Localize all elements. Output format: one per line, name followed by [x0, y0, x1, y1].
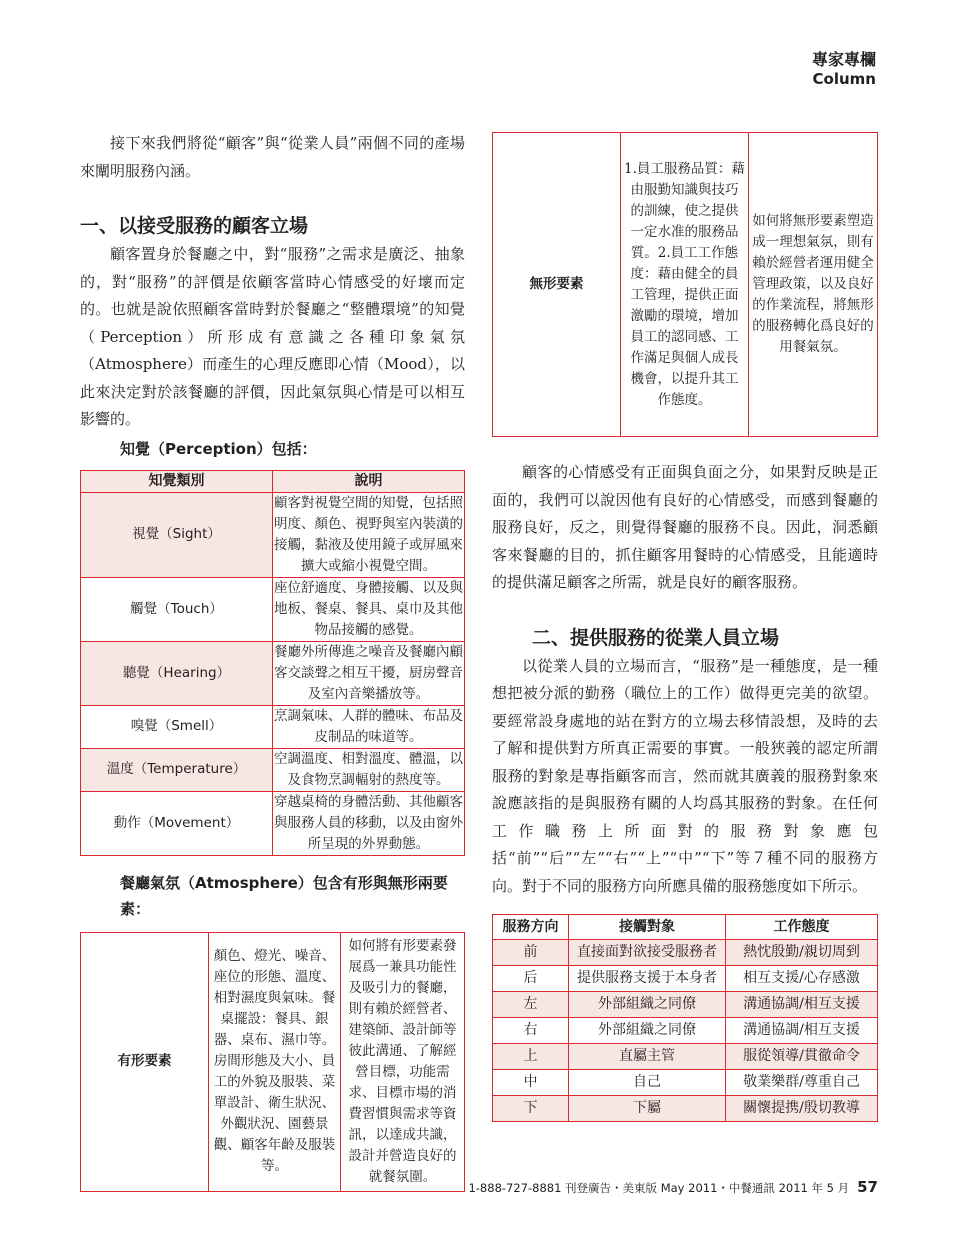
direction-header: 服務方向	[493, 915, 569, 940]
table-row	[493, 966, 878, 992]
direction-table	[492, 914, 878, 1122]
table-row	[81, 748, 465, 791]
contact-cell: 自己	[569, 1070, 726, 1096]
direction-cell: 右	[493, 1018, 569, 1044]
section2-heading: 二、提供服務的從業人員立場	[532, 626, 780, 649]
column-title-en: Column	[812, 70, 876, 88]
contact-cell: 下屬	[569, 1096, 726, 1122]
direction-cell: 中	[493, 1070, 569, 1096]
contact-cell: 直屬主管	[569, 1044, 726, 1070]
tangible-approach: 如何將有形要素發展爲一兼具功能性及吸引力的餐廳，則有賴於經營者、建築師、設計師等彼此溝通、了解經營目標，功能需求、目標市場的消費習慣與需求等資訊，以達成共識，設計并營造良好的就餐氛圍。	[341, 932, 465, 1191]
attitude-cell: 服從領導/貫徹命令	[726, 1044, 878, 1070]
tangible-label: 有形要素	[81, 932, 209, 1191]
perception-description: 顧客對視覺空間的知覺，包括照明度、顏色、視野與室內裝潢的接觸，黏液及使用鏡子或屏風來擴大或縮小視覺空間。	[273, 492, 465, 577]
contact-cell: 提供服務支援于本身者	[569, 966, 726, 992]
table-row	[81, 705, 465, 748]
direction-cell: 下	[493, 1096, 569, 1122]
intangible-label: 無形要素	[493, 133, 621, 437]
table-row	[81, 577, 465, 641]
perception-description: 空調溫度、相對溫度、體溫，以及食物烹調輻射的熱度等。	[273, 748, 465, 791]
table-row	[493, 133, 878, 437]
page-footer	[468, 1178, 878, 1196]
perception-description: 烹調氣味、人群的體味、布品及皮制品的味道等。	[273, 705, 465, 748]
section1-heading: 一、以接受服務的顧客立場	[80, 215, 309, 237]
perception-description: 穿越桌椅的身體活動、其他顧客與服務人員的移動，以及由窗外所呈現的外界動態。	[273, 791, 465, 855]
table-row	[81, 492, 465, 577]
direction-cell: 后	[493, 966, 569, 992]
attitude-header: 工作態度	[726, 915, 878, 940]
direction-cell: 左	[493, 992, 569, 1018]
intro-paragraph: 接下來我們將從“顧客”與“從業人員”兩個不同的產場來闡明服務內涵。	[80, 134, 465, 180]
intangible-table	[492, 132, 878, 437]
table-row	[81, 641, 465, 705]
table-row	[493, 1096, 878, 1122]
atmosphere-heading: 餐廳氣氛（Atmosphere）包含有形與無形兩要素：	[120, 873, 448, 918]
perception-heading: 知覺（Perception）包括：	[120, 439, 317, 458]
table-row	[81, 932, 465, 1191]
mood-paragraph: 顧客的心情感受有正面與負面之分，如果對反映是正面的，我們可以說因他有良好的心情感受，而感到餐廳的服務良好，反之，則覺得餐廳的服務不良。因此，洞悉顧客來餐廳的目的，抓住顧客用餐時的心情感受，且能適時的提供滿足顧客之所需，就是良好的顧客服務。	[492, 463, 878, 591]
table-row	[493, 1044, 878, 1070]
attitude-cell: 溝通協調/相互支援	[726, 992, 878, 1018]
perception-category: 觸覺（Touch）	[81, 577, 273, 641]
contact-cell: 直接面對欲接受服務者	[569, 940, 726, 966]
perception-category: 溫度（Temperature）	[81, 748, 273, 791]
page-number: 57	[857, 1178, 878, 1196]
left-column	[80, 130, 465, 1192]
contact-cell: 外部組織之同僚	[569, 1018, 726, 1044]
attitude-cell: 敬業樂群/尊重自己	[726, 1070, 878, 1096]
intangible-elements: 1.員工服務品質：藉由服勤知識與技巧的訓練，使之提供一定水准的服務品質。2.員工工作態度：藉由健全的員工管理，提供正面激勵的環境，增加員工的認同感、工作滿足與個人成長機會，以提升其工作態度。	[621, 133, 749, 437]
perception-category: 視覺（Sight）	[81, 492, 273, 577]
attitude-cell: 熱忱殷勤/親切周到	[726, 940, 878, 966]
footer-text: 1-888-727-8881 刊登廣告・美東版 May 2011・中餐通訊 2011 年 5 月	[468, 1181, 850, 1195]
perception-description: 餐廳外所傳進之噪音及餐廳內顧客交談聲之相互干擾，厨房聲音及室內音樂播放等。	[273, 641, 465, 705]
direction-cell: 前	[493, 940, 569, 966]
table-row	[81, 791, 465, 855]
perception-header-description: 說明	[273, 470, 465, 492]
attitude-cell: 關懷提携/殷切教導	[726, 1096, 878, 1122]
direction-cell: 上	[493, 1044, 569, 1070]
table-row	[493, 1018, 878, 1044]
perception-category: 聽覺（Hearing）	[81, 641, 273, 705]
perception-table	[80, 470, 465, 856]
column-header	[812, 50, 876, 88]
perception-category: 動作（Movement）	[81, 791, 273, 855]
table-row	[493, 940, 878, 966]
column-title-zh: 專家專欄	[811, 50, 876, 69]
attitude-cell: 溝通協調/相互支援	[726, 1018, 878, 1044]
table-row	[493, 992, 878, 1018]
table-row	[493, 1070, 878, 1096]
perception-header-category: 知覺類別	[81, 470, 273, 492]
right-column	[492, 132, 878, 1122]
section1-paragraph: 顧客置身於餐廳之中，對“服務”之需求是廣泛、抽象的，對“服務”的評價是依顧客當時心情感受的好壞而定的。也就是說依照顧客當時對於餐廳之“整體環境”的知覺（Perception）所形成有意識之各種印象氣氛（Atmosphere）而產生的心理反應即心情（Mood），以此來決定對於該餐廳的評價，因此氣氛與心情是可以相互影響的。	[80, 245, 465, 428]
intangible-approach: 如何將無形要素塑造成一理想氣氛，則有賴於經營者運用健全管理政策，以及良好的作業流程，將無形的服務轉化爲良好的用餐氣氛。	[749, 133, 878, 437]
tangible-table	[80, 932, 465, 1192]
tangible-elements: 顏色、燈光、噪音、座位的形態、溫度、相對濕度與氣味。餐桌擺設：餐具、銀器、桌布、濕巾等。房間形態及大小、員工的外貌及服裝、菜單設計、衛生狀況、外觀狀況、園藝景觀、顧客年齡及服裝等。	[209, 932, 341, 1191]
section2-paragraph: 以從業人員的立場而言，“服務”是一種態度，是一種想把被分派的勤務（職位上的工作）做得更完美的欲望。要經常設身處地的站在對方的立場去移情設想，及時的去了解和提供對方所真正需要的事實。一般狹義的認定所謂服務的對象是專指顧客而言，然而就其廣義的服務對象來說應該指的是與服務有關的人均爲其服務的對象。在任何工作職務上所面對的服務對象應包括“前”“后”“左”“右”“上”“中”“下”等７種不同的服務方向。對于不同的服務方向所應具備的服務態度如下所示。	[492, 656, 878, 895]
contact-cell: 外部組織之同僚	[569, 992, 726, 1018]
perception-description: 座位舒適度、身體接觸、以及與地板、餐桌、餐具、桌巾及其他物品接觸的感覺。	[273, 577, 465, 641]
contact-header: 接觸對象	[569, 915, 726, 940]
attitude-cell: 相互支援/心存感激	[726, 966, 878, 992]
perception-category: 嗅覺（Smell）	[81, 705, 273, 748]
